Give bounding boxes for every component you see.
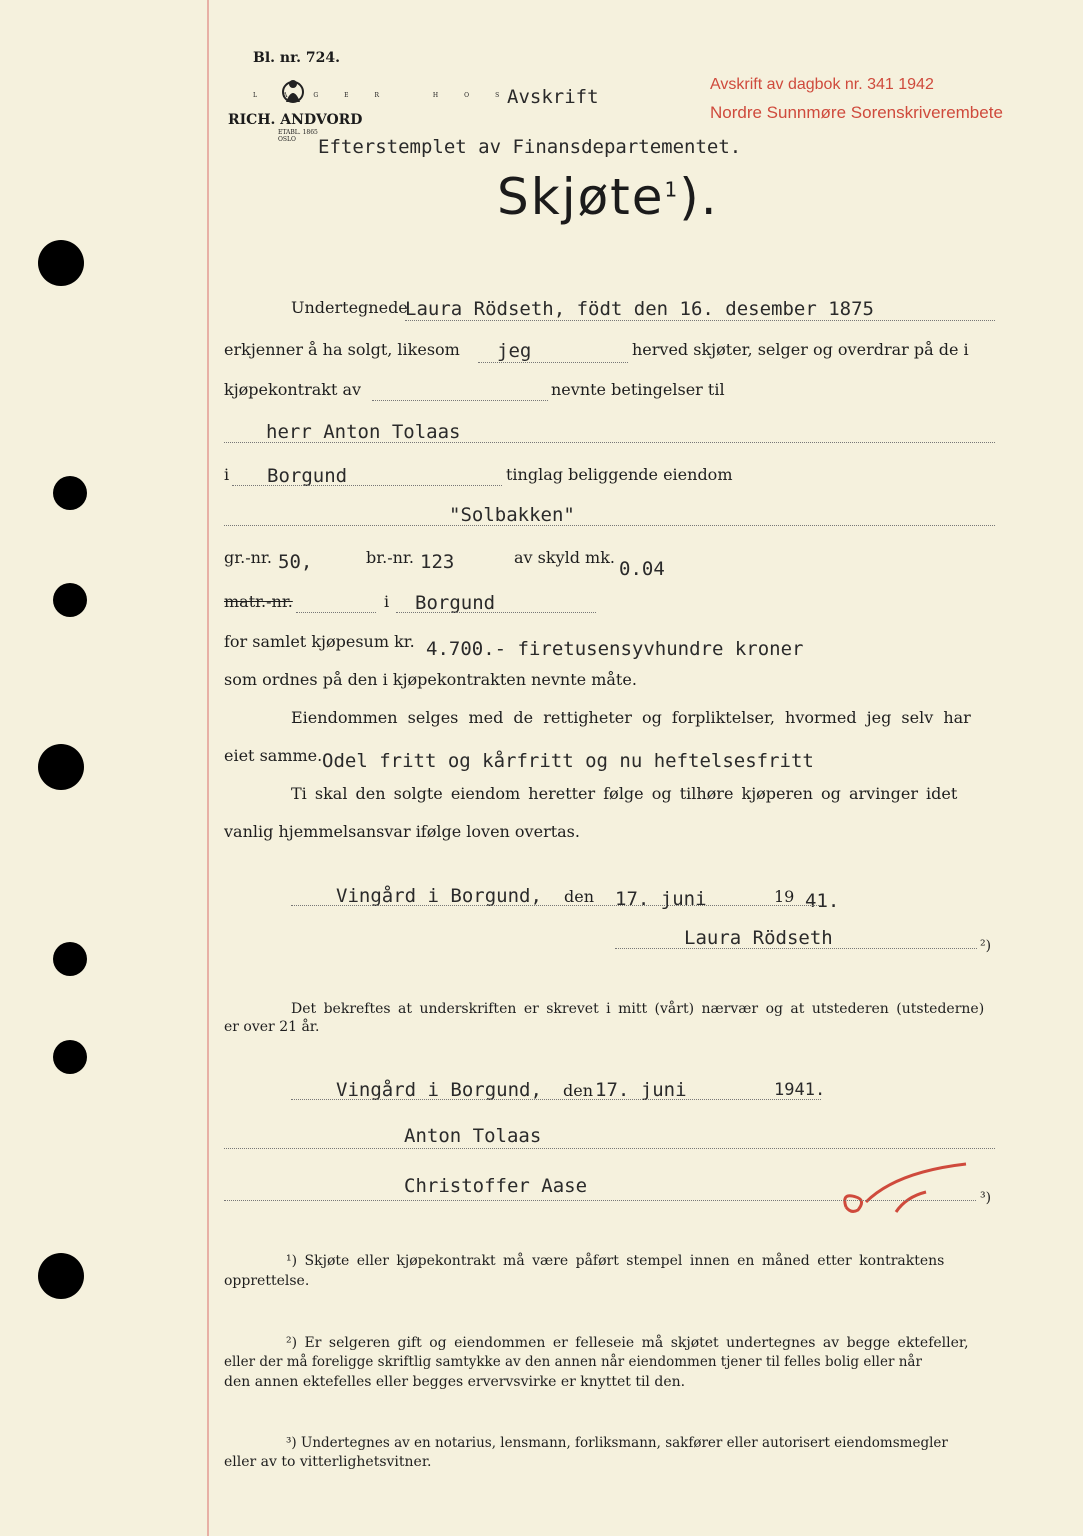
punch-hole bbox=[53, 583, 87, 617]
price-label: for samlet kjøpesum kr. bbox=[224, 632, 415, 651]
para2-line-a: Ti skal den solgte eiendom heretter følge og tilhøre kjøperen og arvinger idet bbox=[291, 784, 958, 803]
line3-text-b: nevnte betingelser til bbox=[551, 380, 725, 399]
witness-2-name: Christoffer Aase bbox=[404, 1175, 588, 1197]
footnote-2-line-b: eller der må foreligge skriftlig samtykke av den annen når eiendommen tjener til felles bolig eller når bbox=[224, 1354, 922, 1370]
witness-place: Vingård i Borgund, bbox=[336, 1079, 542, 1101]
br-nr-label: br.-nr. bbox=[366, 548, 414, 567]
fill-line bbox=[291, 1099, 821, 1100]
line2-fill: jeg bbox=[497, 340, 532, 362]
witness-1-name: Anton Tolaas bbox=[404, 1125, 542, 1147]
para1-line-b: eiet samme. bbox=[224, 746, 323, 765]
fill-line bbox=[396, 612, 596, 613]
fill-line bbox=[296, 612, 376, 613]
form-number: Bl. nr. 724. bbox=[253, 50, 341, 66]
fill-line bbox=[372, 400, 548, 401]
punch-hole bbox=[38, 1253, 84, 1299]
fill-line bbox=[224, 442, 995, 443]
property-name: "Solbakken" bbox=[449, 504, 575, 526]
stamp-line-2: Nordre Sunnmøre Sorenskriverembete bbox=[710, 103, 1003, 122]
matr-place: Borgund bbox=[415, 592, 496, 614]
fill-line bbox=[232, 485, 502, 486]
witness-year: 1941. bbox=[774, 1080, 826, 1100]
fill-line bbox=[224, 525, 995, 526]
signature-line bbox=[224, 1148, 995, 1149]
title-text: Skjøte bbox=[497, 168, 665, 226]
sign1-year-prefix: 19 bbox=[774, 887, 795, 906]
i-label: i bbox=[224, 465, 230, 484]
sign1-signer: Laura Rödseth bbox=[684, 927, 833, 949]
para1-line-a: Eiendommen selges med de rettigheter og forpliktelser, hvormed jeg selv har bbox=[291, 708, 971, 727]
margin-line bbox=[207, 0, 209, 1536]
publisher-name: RICH. ANDVORD bbox=[228, 112, 363, 128]
publisher-logo-text: LAGER HOS bbox=[253, 92, 526, 99]
footnote-3-line-a: ³) Undertegnes av en notarius, lensmann, forliksmann, sakfører eller autorisert eiendomsmegler bbox=[286, 1435, 948, 1451]
para2-line-b: vanlig hjemmelsansvar ifølge loven overtas. bbox=[224, 822, 580, 841]
br-nr-value: 123 bbox=[420, 551, 455, 573]
publisher-established: ETABL. 1865 bbox=[278, 129, 318, 136]
gr-nr-value: 50, bbox=[278, 551, 313, 573]
footnote-2-line-c: den annen ektefelles eller begges ervervsvirke er knyttet til den. bbox=[224, 1374, 686, 1390]
para1-fill: Odel fritt og kårfritt og nu heftelsesfritt bbox=[322, 750, 814, 772]
publisher-logo bbox=[228, 74, 526, 143]
stamp-line-1: Avskrift av dagbok nr. 341 1942 bbox=[710, 76, 934, 93]
line2-text-b: herved skjøter, selger og overdrar på de i bbox=[632, 340, 969, 359]
fill-line bbox=[291, 905, 821, 906]
footnote-3-line-b: eller av to vitterlighetsvitner. bbox=[224, 1454, 432, 1470]
witness-day: 17. juni bbox=[595, 1079, 687, 1101]
line2-text-a: erkjenner å ha solgt, likesom bbox=[224, 340, 460, 359]
undertegnede-label: Undertegnede bbox=[291, 298, 408, 317]
witness-text-a: Det bekreftes at underskriften er skrevet i mitt (vårt) nærvær og at utstederen (utstederne) bbox=[291, 1001, 985, 1017]
punch-hole bbox=[38, 240, 84, 286]
price-line-2: som ordnes på den i kjøpekontrakten nevnte måte. bbox=[224, 670, 637, 689]
title-footnote-mark: 1 bbox=[664, 177, 680, 202]
footnote-2-line-a: ²) Er selgeren gift og eiendommen er felleseie må skjøtet undertegnes av begge ektefeller, bbox=[286, 1335, 969, 1351]
witness-footnote-mark: ³) bbox=[980, 1190, 992, 1206]
footnote-1-line-b: opprettelse. bbox=[224, 1273, 310, 1289]
witness-den: den bbox=[563, 1081, 594, 1100]
sign1-year-suffix: 41. bbox=[805, 890, 840, 912]
matr-nr-label: matr.-nr. bbox=[224, 592, 293, 611]
document-title bbox=[497, 168, 719, 226]
punch-hole bbox=[53, 1040, 87, 1074]
fill-line bbox=[478, 362, 628, 363]
footnote-1-line-a: ¹) Skjøte eller kjøpekontrakt må være påført stempel innen en måned etter kontraktens bbox=[286, 1253, 945, 1269]
price-value: 4.700.- firetusensyvhundre kroner bbox=[426, 638, 804, 660]
skyld-label: av skyld mk. bbox=[514, 548, 616, 567]
title-end: ). bbox=[679, 168, 719, 226]
seller-name: Laura Rödseth, födt den 16. desember 1875 bbox=[405, 298, 874, 320]
line3-text-a: kjøpekontrakt av bbox=[224, 380, 362, 399]
gr-nr-label: gr.-nr. bbox=[224, 548, 272, 567]
punch-hole bbox=[53, 476, 87, 510]
buyer-name: herr Anton Tolaas bbox=[266, 421, 461, 443]
signature-line bbox=[615, 948, 977, 949]
punch-hole bbox=[53, 942, 87, 976]
tinglag-fill: Borgund bbox=[267, 465, 348, 487]
sign1-footnote-mark: ²) bbox=[980, 938, 992, 954]
witness-text-b: er over 21 år. bbox=[224, 1019, 320, 1035]
publisher-city: OSLO bbox=[278, 136, 296, 143]
sign1-den: den bbox=[564, 887, 595, 906]
tinglag-label: tinglag beliggende eiendom bbox=[506, 465, 733, 484]
fill-line bbox=[405, 320, 995, 321]
matr-i-label: i bbox=[384, 592, 390, 611]
red-initials-signature-icon bbox=[836, 1162, 976, 1222]
sign1-place: Vingård i Borgund, bbox=[336, 885, 542, 907]
avskrift-label: Avskrift bbox=[507, 86, 599, 108]
signature-line bbox=[224, 1200, 976, 1201]
punch-hole bbox=[38, 744, 84, 790]
efterstemplet-note: Efterstemplet av Finansdepartementet. bbox=[318, 136, 742, 158]
skyld-value: 0.04 bbox=[619, 558, 665, 580]
sign1-day: 17. juni bbox=[615, 888, 707, 910]
